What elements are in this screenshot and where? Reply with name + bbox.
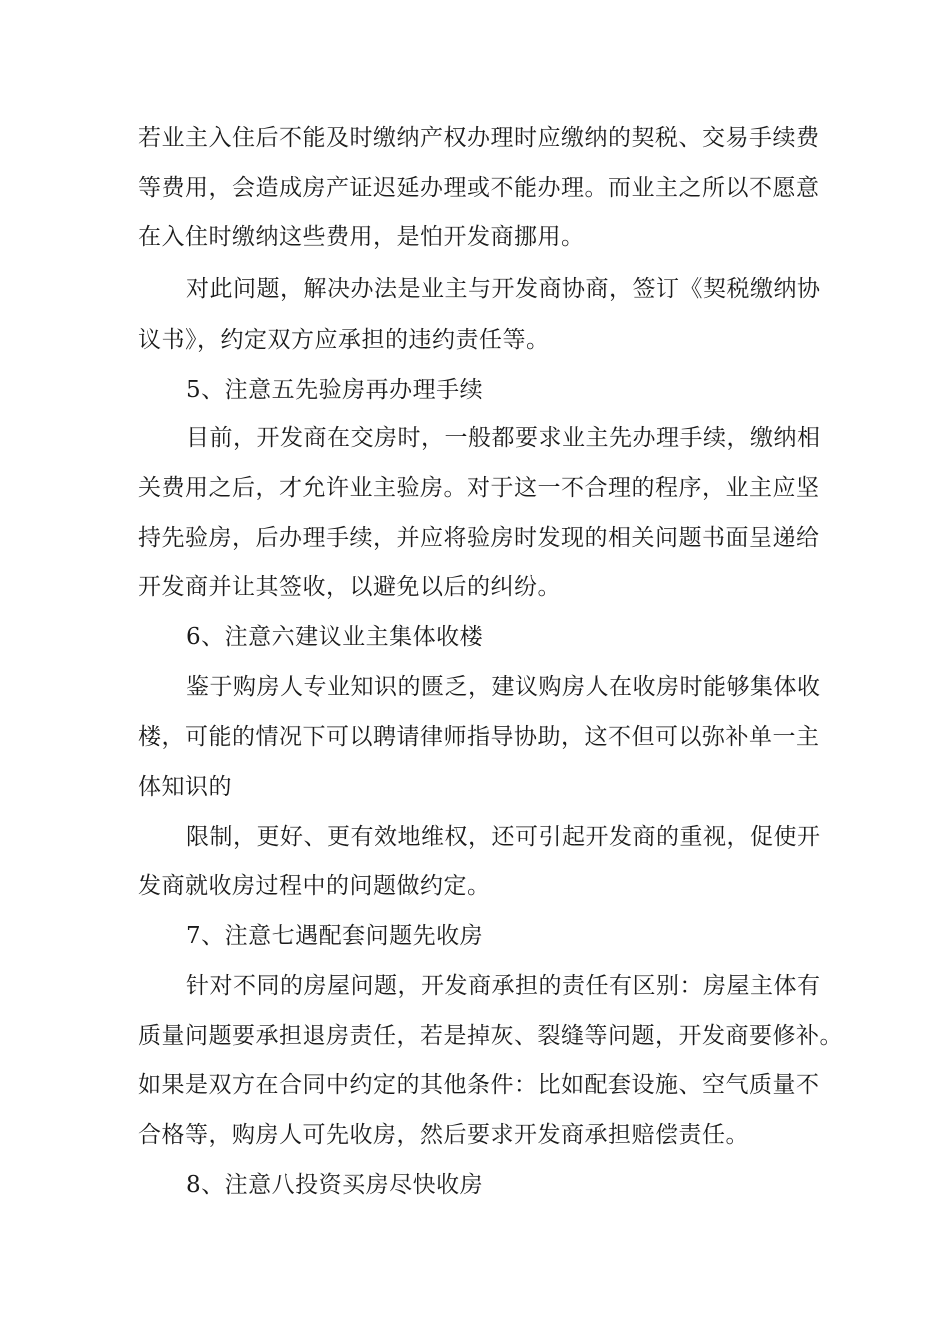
section-heading: 5、注意五先验房再办理手续 [186,377,484,403]
paragraph-line: 如果是双方在合同中约定的其他条件：比如配套设施、空气质量不 [138,1072,820,1098]
paragraph-line: 开发商并让其签收，以避免以后的纠纷。 [138,574,561,600]
section-heading: 8、注意八投资买房尽快收房 [186,1172,484,1198]
paragraph-line: 鉴于购房人专业知识的匮乏，建议购房人在收房时能够集体收 [186,674,821,700]
paragraph-line: 质量问题要承担退房责任，若是掉灰、裂缝等问题，开发商要修补。 [138,1023,843,1049]
paragraph-line: 合格等，购房人可先收房，然后要求开发商承担赔偿责任。 [138,1122,749,1148]
paragraph-line: 限制，更好、更有效地维权，还可引起开发商的重视，促使开 [186,824,821,850]
paragraph-line: 若业主入住后不能及时缴纳产权办理时应缴纳的契税、交易手续费 [138,125,820,151]
paragraph-line: 楼，可能的情况下可以聘请律师指导协助，这不但可以弥补单一主 [138,724,820,750]
paragraph-line: 持先验房，后办理手续，并应将验房时发现的相关问题书面呈递给 [138,525,820,551]
paragraph-line: 在入住时缴纳这些费用，是怕开发商挪用。 [138,224,585,250]
paragraph-line: 针对不同的房屋问题，开发商承担的责任有区别：房屋主体有 [186,973,821,999]
paragraph-line: 体知识的 [138,774,232,800]
paragraph-line: 对此问题，解决办法是业主与开发商协商，签订《契税缴纳协 [186,276,821,302]
paragraph-line: 目前，开发商在交房时，一般都要求业主先办理手续，缴纳相 [186,425,821,451]
paragraph-line: 发商就收房过程中的问题做约定。 [138,873,491,899]
paragraph-line: 等费用，会造成房产证迟延办理或不能办理。而业主之所以不愿意 [138,175,820,201]
section-heading: 7、注意七遇配套问题先收房 [186,923,484,949]
section-heading: 6、注意六建议业主集体收楼 [186,624,484,650]
paragraph-line: 关费用之后，才允许业主验房。对于这一不合理的程序，业主应坚 [138,475,820,501]
paragraph-line: 议书》，约定双方应承担的违约责任等。 [138,327,550,353]
